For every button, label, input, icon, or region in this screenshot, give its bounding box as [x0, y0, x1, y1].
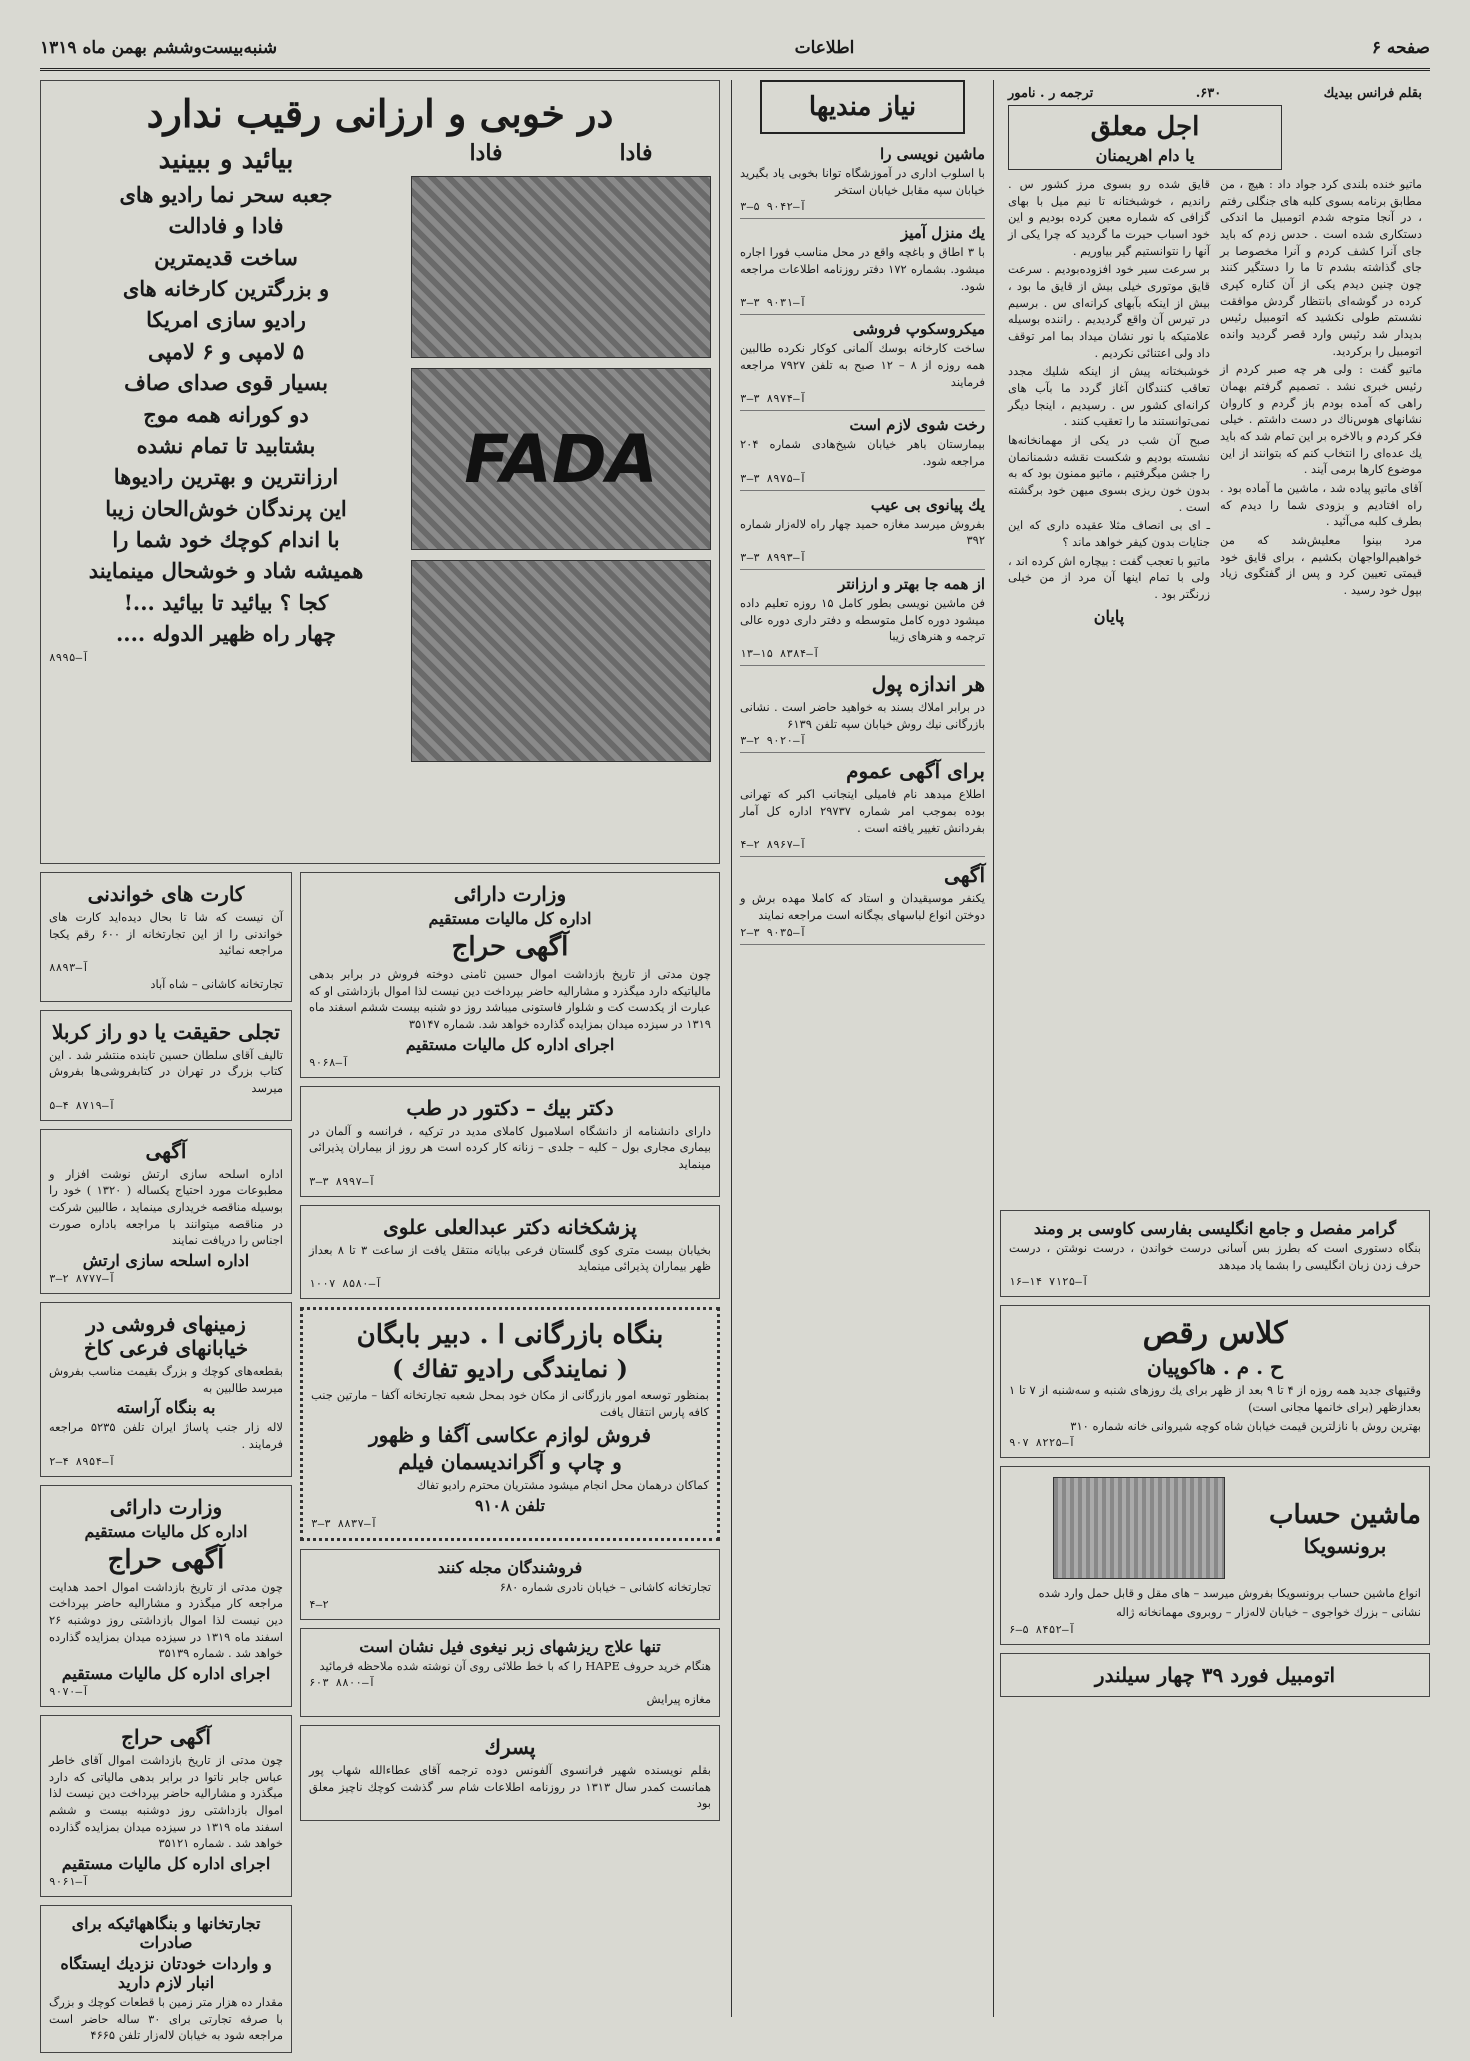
dabir-sub: ( نمایندگی رادیو تفاك )	[392, 1354, 628, 1384]
classified-text: فن ماشین نویسی بطور کامل ۱۵ روزه تعلیم داده میشود دوره کامل متوسطه و دفتر داری دوره عالی ترجمه و هنرهای زیبا	[740, 596, 985, 644]
classified-code: ۳–۳ ۸۹۹۳–آ	[740, 551, 807, 565]
fada-brand: فادا	[469, 140, 503, 166]
grammar-ad	[1000, 1210, 1430, 1297]
ministry-sub: اداره کل مالیات مستقیم	[428, 909, 592, 928]
classified-title: یك منزل آمیز	[900, 224, 985, 243]
classified-title: آگهی	[944, 863, 985, 888]
ad-code: ۸۸۹۳–آ	[49, 961, 89, 975]
page-header	[40, 28, 1430, 71]
classified-code: ۳–۲ ۹۰۲۰–آ	[740, 734, 807, 748]
ministry-label: آگهی حراج	[451, 932, 569, 962]
doctor2-title: پزشکخانه دکتر عبدالعلی علوی	[383, 1214, 637, 1239]
bookshop-title: فروشندگان مجله کنند	[437, 1558, 583, 1578]
dabir-ad	[300, 1307, 720, 1541]
serial-paragraph: قایق شده رو بسوی مرز کشور س . راندیم ، خوشبختانه تا نیم میل با بهای گزافی که شماره معین کرده بودیم و این خود اسباب حیرت ما گردید که چرا یکی از آنها را نتوانستیم گیر بیاوریم .	[1008, 177, 1210, 258]
calc-text: انواع ماشین حساب برونسویکا بفروش میرسد – های مقل و قابل حمل وارد شده	[1038, 1586, 1421, 1601]
serial-paragraph: آقای ماتیو پیاده شد ، ماشین ما آماده بود . راه افتادیم و بزودی شما را دیدم که بطرف کلبه می‌آئید .	[1220, 481, 1422, 529]
fada-line: دو کورانه همه موج	[143, 401, 309, 427]
karbala-ad	[40, 1010, 292, 1121]
classified-text: بفروش میرسد مغازه حمید چهار راه لاله‌زار شماره ۳۹۲	[740, 516, 985, 548]
serial-number: ۶۳۰.	[1195, 86, 1222, 101]
hair-title: تنها علاج ریزشهای زبر نیغوی فیل نشان است	[359, 1636, 661, 1656]
classified-item	[740, 315, 985, 411]
doctor-text: دارای دانشنامه از دانشگاه اسلامبول کاملای مدید در ترکیه ، فرانسه و آلمان در بیماری مجاری بول – کلیه – جلدی – زنانه کار کرده است هر روز از بیماران پذیرائی مینماید	[309, 1123, 711, 1172]
radio-set-image	[411, 176, 711, 358]
ad-code: ۹۰۷ ۸۲۲۵–آ	[1009, 1436, 1076, 1450]
classified-item	[740, 140, 985, 219]
classified-title: هر اندازه پول	[871, 672, 985, 697]
pesarak-text: بقلم نویسنده شهیر فرانسوی آلفونس دوده ترجمه آقای عطاءالله شهاب پور همانست کمدر سال ۱۳۱۳ در روزنامه اطلاعات شام سر گذشت کوچك ناچیز معلق بود	[309, 1763, 711, 1811]
classified-title: میکروسکوپ فروشی	[852, 320, 985, 339]
page-number: صفحه ۶	[1371, 38, 1430, 58]
ad-code: ۹۰۷۰–آ	[49, 1685, 89, 1699]
serial-paragraph: مرد بینوا معلیش‌شد که من خواهیم‌الواجهان بکشیم ، برای قایق خود قیمتی تعیین کرد و پس از گفتگوی زیاد بپول خود رسید .	[1220, 533, 1422, 598]
dabir-text2: کماکان درهمان محل انجام میشود مشتریان محترم رادیو تفاك	[416, 1478, 709, 1493]
serial-paragraph: ماتیو گفت : ولی هر چه صبر کردم از رئیس خبری نشد . تصمیم گرفتم بهمان راهی که آمده بودم باز گردم و کاروان نشانهای هوس‌ناك در دست داشتم . خیلی فکر کردم و بالاخره بر این تمام شد که باید یك عده‌ای را انتخاب کنم که بتوانند از این موضوع کارها برمی آیند .	[1220, 362, 1422, 477]
dabir-line2: و چاپ و آگراندیسمان فیلم	[398, 1450, 622, 1475]
land-address: لاله زار جنب پاساژ ایران تلفن ۵۲۳۵ مراجعه فرمایند .	[49, 1420, 283, 1452]
fada-headline: در خوبی و ارزانی رقیب ندارد	[146, 91, 614, 136]
doctor2-text: بخیابان بیست متری کوی گلستان فرعی ببایانه منتقل یافت از ساعت ۳ تا ۸ بعداز ظهر بیماران پذیرائی مینماید	[309, 1242, 711, 1274]
traders-title: تجارتخانها و بنگاههائیکه برای صادرات	[71, 1914, 261, 1953]
serial-end: پایان	[1093, 606, 1125, 626]
fada-line: ۵ لامپی و ۶ لامپی	[147, 338, 305, 364]
traders-title-2: و واردات خودتان نزدیك ایستگاه انبار لازم دارید	[60, 1954, 272, 1993]
karbala-title: تجلی حقیقت یا دو راز کربلا	[51, 1019, 280, 1044]
fada-logo-image	[411, 368, 711, 550]
classified-text: ساخت کارخانه بوسك آلمانی کوکار نکرده طالبین همه روزه از ۸ – ۱۲ صبح به تلفن ۷۹۲۷ مراجعه فرمایند	[740, 341, 985, 389]
serial-byline: بقلم فرانس بیدیك	[1323, 86, 1422, 101]
fada-line: رادیو سازی امریکا	[146, 307, 306, 333]
classified-text: با اسلوب اداری در آموزشگاه توانا بخوبی یاد بگیرید خیابان سپه مقابل خیابان استخر	[740, 166, 985, 197]
serial-title: اجل معلق	[1090, 112, 1200, 142]
grammar-text: بنگاه دستوری است که بطرز بس آسانی درست خواندن ، درست نوشتن ، درست حرف زدن زبان انگلیسی را بشما یاد میدهد	[1009, 1241, 1421, 1272]
classified-item	[740, 411, 985, 490]
hair-ad	[300, 1628, 720, 1717]
issue-date: شنبه‌بیست‌وششم بهمن ماه ۱۳۱۹	[40, 38, 278, 58]
fada-line: بسیار قوی صدای صاف	[124, 370, 328, 396]
classified-text: یکنفر موسیقیدان و استاد که کاملا مهده برش و دوختن انواع لباسهای بچگانه است مراجعه نمایند	[740, 891, 985, 923]
calculator-machine-icon	[1053, 1477, 1225, 1579]
ministry2-footer: اجرای اداره کل مالیات مستقیم	[61, 1664, 271, 1684]
fada-line: جعبه سحر نما رادیو های	[119, 182, 333, 208]
classified-text: در برابر املاك بسند به خواهید حاضر است . نشانی بازرگانی نیك روش خیابان سپه تلفن ۶۱۳۹	[740, 700, 985, 731]
calc-address: نشانی – بزرك خواجوی – خیابان لاله‌زار – روبروی مهمانخانه ژاله	[1116, 1605, 1421, 1620]
doctor-ad-2	[300, 1205, 720, 1299]
classified-title: رخت شوی لازم است	[849, 416, 985, 435]
land-ad	[40, 1302, 292, 1477]
fada-logo-text: FADA	[412, 369, 710, 549]
classified-title: از همه جا بهتر و ارزانتر	[838, 575, 985, 594]
serial-subtitle: یا دام اهریمنان	[1095, 146, 1195, 165]
ad-code: ۶–۵ ۸۴۵۲–آ	[1009, 1622, 1076, 1636]
classified-title: یك پیانوی بی عیب	[870, 495, 985, 514]
ad-code: ۵–۴ ۸۷۱۹–آ	[49, 1098, 116, 1112]
column-rule	[993, 80, 994, 2017]
dance-text: وقتیهای جدید همه روزه از ۴ تا ۹ بعد از ظهر برای یك روزهای شنبه و سه‌شنبه از ۷ تا ۱ بعدازظهر (برای خانمها مجانی است)	[1009, 1383, 1422, 1415]
serial-translator: ترجمه ر . نامور	[1008, 86, 1094, 101]
classified-text: با ۳ اطاق و باغچه واقع در محل مناسب فورا اجاره میشود. بشماره ۱۷۲ دفتر روزنامه اطلاعات مراجعه شود.	[740, 245, 986, 293]
fada-radio-ad	[40, 80, 720, 864]
ministry-footer: اجرای اداره کل مالیات مستقیم	[405, 1034, 615, 1054]
fada-line: کجا ؟ بیائید تا بیائید ...!	[123, 589, 329, 615]
karbala-text: تالیف آقای سلطان حسین تابنده منتشر شد . این کتاب بزرگ در تهران در کتابفروشی‌ها بفروش میرسد	[49, 1047, 283, 1096]
fada-line: بشتابید تا تمام نشده	[136, 432, 316, 458]
dabir-phone: تلفن ۹۱۰۸	[475, 1496, 545, 1516]
classified-code: ۳–۳ ۹۰۳۱–آ	[740, 296, 807, 310]
serial-paragraph: صبح آن شب در یکی از مهمانخانه‌ها نشسته بودیم و شکست نقشه دشمنانمان را جشن میگرفتیم ، ماتیو ممنون بود که به بدون خون ریزی بسوی میهن خود برگشته است .	[1008, 433, 1210, 514]
classified-item	[740, 219, 985, 315]
classified-item	[740, 753, 985, 857]
land-title: زمینهای فروشی در خیابانهای فرعی کاخ	[83, 1312, 249, 1361]
classified-text: اطلاع میدهد نام فامیلی اینجانب اکبر که تهرانی بوده بموجب امر شماره ۲۹۷۳۷ اداره کل آمار بفردانش تغییر یافته است .	[740, 787, 985, 835]
ad-code: ۱۶–۱۴ ۷۱۲۵–آ	[1009, 1275, 1089, 1289]
serial-story	[1000, 80, 1430, 636]
ministry2-sub: اداره کل مالیات مستقیم	[84, 1521, 248, 1541]
ministry2-text: چون مدتی از تاریخ بازداشت اموال احمد هدایت مراجعه کار میگذرد و مشارالیه حاضر بپرداخت دین نیست لذا اموال بازداشتی روز دوشنبه ۲۶ اسفند ماه ۱۳۱۹ در سیزده میدان بمزایده گذارده خواهد شد . شماره ۳۵۱۳۹	[49, 1579, 284, 1661]
dabir-text: بمنظور توسعه امور بازرگانی از مکان خود بمحل شعبه تجارتخانه آکفا – مارتین جنب کافه پارس انتقال یافت	[311, 1388, 709, 1419]
fada-line: ساخت قدیمترین	[154, 244, 298, 270]
ministry2-label: آگهی حراج	[107, 1544, 225, 1575]
dance-text-2: بهترین روش با نازلترین قیمت خیابان شاه کوچه شیروانی خانه شماره ۳۱۰	[1070, 1418, 1421, 1433]
dabir-title: بنگاه بازرگانی ا . دبیر بابگان	[356, 1320, 664, 1351]
serial-paragraph: ـ ای بی انصاف مثلا عقیده داری که این جنایات بدون کیفر خواهد ماند ؟	[1008, 518, 1210, 550]
grammar-title: گرامر مفصل و جامع انگلیسی بفارسی کاوسی بر ومند	[1033, 1219, 1397, 1238]
fada-line: و بزرگترین کارخانه های	[122, 276, 330, 302]
car-title: اتومبیل فورد ۳۹ چهار سیلندر	[1094, 1662, 1336, 1687]
ad-code: ۴–۲	[309, 1597, 329, 1611]
radio-cabinet-image	[411, 560, 711, 762]
cards-shop: تجارتخانه کاشانی – شاه آباد	[150, 977, 283, 992]
fada-line: فادا و فادالت	[168, 213, 284, 239]
hair-shop: مغازه پیرایش	[646, 1692, 711, 1707]
serial-paragraph: بر سرعت سیر خود افزوده‌بودیم . سرعت قایق موتوری خیلی بیش از قایق ما بود ، بیش از اینکه بآبهای کرانه‌ای س . برسیم در تیرس آن واقع گردیدیم . راننده بوسیله علامتیکه با نور نشان میداد بما امر توقف داد ولی اعتنائی نکردیم .	[1008, 262, 1210, 360]
car-ad	[1000, 1653, 1430, 1697]
pesarak-title: پسرك	[484, 1735, 536, 1760]
fada-line: ارزانترین و بهترین رادیوها	[113, 464, 339, 490]
bookshop-ad	[300, 1549, 720, 1620]
notice-ad	[40, 1129, 292, 1294]
notice-title: آگهی	[145, 1138, 187, 1163]
fada-line: همیشه شاد و خوشحال مینمایند	[88, 558, 364, 584]
classified-code: ۳–۳ ۸۹۷۴–آ	[740, 392, 807, 406]
ad-code: ۱۰۰۷ ۸۵۸۰–آ	[309, 1277, 382, 1291]
serial-paragraph: ماتیو با تعجب گفت : بیچاره اش کرده اند ، ولی با تمام اینها آن مرد از من خیلی زرنگتر بود .	[1008, 553, 1210, 602]
cards-title: کارت های خواندنی	[87, 882, 245, 906]
serial-paragraph: ماتیو خنده بلندی کرد جواد داد : هیچ ، من مطابق برنامه بسوی کلبه های جنگلی رفتم ، در آنجا متوجه شدم اتومبیل ما اندکی دستکاری شده است . حدس زدم که باید جای آنرا کشف کردم و آنرا مخصوصا بر جای گذاشته بشدم تا ما را دستگیر کنند چون چنین دیدم یکی از آن کناره کپری کرده در گوشه‌ای بانتظار گردش موافقت نشستم طولی نکشید که اتومبیل رئیس بدیدار شد رئیس وارد قصر گردید وانده اتومبیل را برکردید.	[1220, 177, 1422, 358]
left-column	[40, 80, 720, 2061]
traders-ad	[40, 1905, 292, 2053]
calc-brand: برونسویکا	[1303, 1533, 1387, 1558]
fada-line: بیائید و ببینید	[158, 145, 294, 175]
classified-text: بیمارستان باهر خیابان شیخ‌هادی شماره ۲۰۴ مراجعه شود.	[740, 437, 985, 469]
dabir-line1: فروش لوازم عکاسی آگفا و ظهور	[368, 1423, 652, 1448]
classified-code: ۴–۲ ۸۹۶۷–آ	[740, 838, 807, 852]
fada-line: این پرندگان خوش‌الحان زیبا	[105, 495, 347, 521]
right-column	[1000, 80, 1430, 1687]
ad-code: ۹۰۶۸–آ	[309, 1055, 349, 1069]
auction-ad	[40, 1715, 292, 1897]
classified-item	[740, 666, 985, 753]
classified-item	[740, 570, 985, 666]
classified-item	[740, 857, 985, 944]
classifieds-header-box	[760, 80, 965, 134]
ministry-ad-2	[40, 1485, 292, 1707]
dance-name: ح . م . هاکوپیان	[1147, 1355, 1283, 1380]
ad-code: ۸۹۹۵–آ	[49, 651, 89, 665]
ad-code: ۲–۴ ۸۹۵۴–آ	[49, 1454, 116, 1468]
ad-code: ۹۰۶۱–آ	[49, 1875, 89, 1889]
ministry2-title: وزارت دارائی	[109, 1494, 223, 1519]
cards-text: آن نیست که شا تا بحال دیده‌اید کارت های خواندنی را از این تجارتخانه از ۶۰۰ رقم یکجا مراجعه نمائید	[49, 910, 283, 958]
ad-code: ۳–۳ ۸۸۳۷–آ	[311, 1517, 378, 1531]
land-text: بقطعه‌های کوچك و بزرگ بقیمت مناسب بفروش میرسد طالبین به	[49, 1364, 283, 1395]
dance-ad	[1000, 1305, 1430, 1458]
ministry-ad-1	[300, 872, 720, 1078]
classified-code: ۲–۳ ۹۰۳۵–آ	[740, 925, 807, 939]
bookshop-text: تجارتخانه کاشانی – خیابان نادری شماره ۶۸۰	[499, 1580, 711, 1595]
cards-ad	[40, 872, 292, 1002]
serial-paragraph: خوشبختانه پیش از اینکه شلیك مجدد تعاقب کنندگان آغاز گردد ما بآب های کرانه‌ای کشور س . رسیدیم ، اینجا دیگر نمی‌توانستند ما را تعقیب کنند .	[1008, 364, 1210, 429]
classified-title: برای آگهی عموم	[846, 759, 985, 784]
traders-text: مقدار ده هزار متر زمین با قطعات کوچك و بزرگ با صرفه تجارتی برای ۳۰ ساله حاضر است مراجعه شود به خیابان لاله‌زار تلفن ۴۶۶۵	[49, 1995, 284, 2043]
paper-name: اطلاعات	[794, 38, 855, 58]
classified-code: ۱۳–۱۵ ۸۳۸۴–آ	[740, 647, 820, 661]
auction-footer: اجرای اداره کل مالیات مستقیم	[61, 1854, 271, 1874]
column-rule	[731, 80, 732, 2017]
fada-line: با اندام کوچك خود شما را	[112, 526, 340, 552]
doctor-ad-1	[300, 1086, 720, 1197]
ad-code: ۳–۳ ۸۹۹۷–آ	[309, 1174, 376, 1188]
land-line: به بنگاه آراسته	[116, 1398, 216, 1418]
calc-title: ماشین حساب	[1269, 1499, 1421, 1530]
notice-footer: اداره اسلحه سازی ارتش	[82, 1251, 250, 1271]
classifieds-header: نیاز مندیها	[808, 92, 917, 122]
hair-text: هنگام خرید حروف HAPE را که با خط طلائی روی آن نوشته شده ملاحظه فرمائید	[319, 1658, 711, 1673]
classified-code: ۳–۳ ۸۹۷۵–آ	[740, 471, 807, 485]
ministry-text: چون مدتی از تاریخ بازداشت اموال حسین ثامنی دوخته فروش در برابر بدهی مالیاتیکه دارد میگذرد و مشارالیه حاضر بپرداخت دین نیست لذا اموال بازداشتی او که عبارت از یکدست کت و شلوار فاستونی میباشد روز دو شنبه بیست ششم اسفند ماه ۱۳۱۹ در سیزده میدان بمزایده گذارده خواهد شد. شماره ۳۵۱۴۷	[309, 967, 711, 1032]
dance-title: کلاس رقص	[1142, 1316, 1288, 1352]
middle-column	[740, 80, 985, 945]
ministry-title: وزارت دارائی	[453, 882, 567, 906]
notice-text: اداره اسلحه سازی ارتش نوشت افزار و مطبوعات مورد احتیاج یکساله ( ۱۳۲۰ ) خود را بوسیله مناقصه خریداری مینماید ، طالبین شرکت در مناقصه میتوانند با مراجعه باداره صورت اجناس را دریافت نمایند	[49, 1166, 283, 1248]
fada-brand: فادا	[619, 140, 653, 166]
fada-line: چهار راه ظهیر الدوله ....	[115, 620, 337, 646]
auction-text: چون مدتی از تاریخ بازداشت اموال آقای خاطر عباس جابر ناتوا در برابر بدهی مالیاتی که دارد میگذرد و مشارالیه حاضر بپرداخت دین نیست لذا اموال بازداشتی روز دوشنبه بیست و ششم اسفند ماه ۱۳۱۹ در سیزده میدان بمزایده گذارده خواهد شد . شماره ۳۵۱۲۱	[49, 1753, 284, 1851]
doctor-title: دکتر بیك – دکتور در طب	[406, 1095, 614, 1120]
ad-code: ۶۰۳ ۸۸۰۰–آ	[309, 1676, 376, 1690]
classified-item	[740, 491, 985, 570]
classified-code: ۳–۵ ۹۰۴۲–آ	[740, 200, 807, 214]
classified-title: ماشین نویسی را	[880, 145, 985, 163]
ad-code: ۳–۲ ۸۷۷۷–آ	[49, 1272, 116, 1286]
auction-title: آگهی حراج	[121, 1725, 211, 1750]
calculator-ad	[1000, 1466, 1430, 1644]
pesarak-ad	[300, 1725, 720, 1821]
